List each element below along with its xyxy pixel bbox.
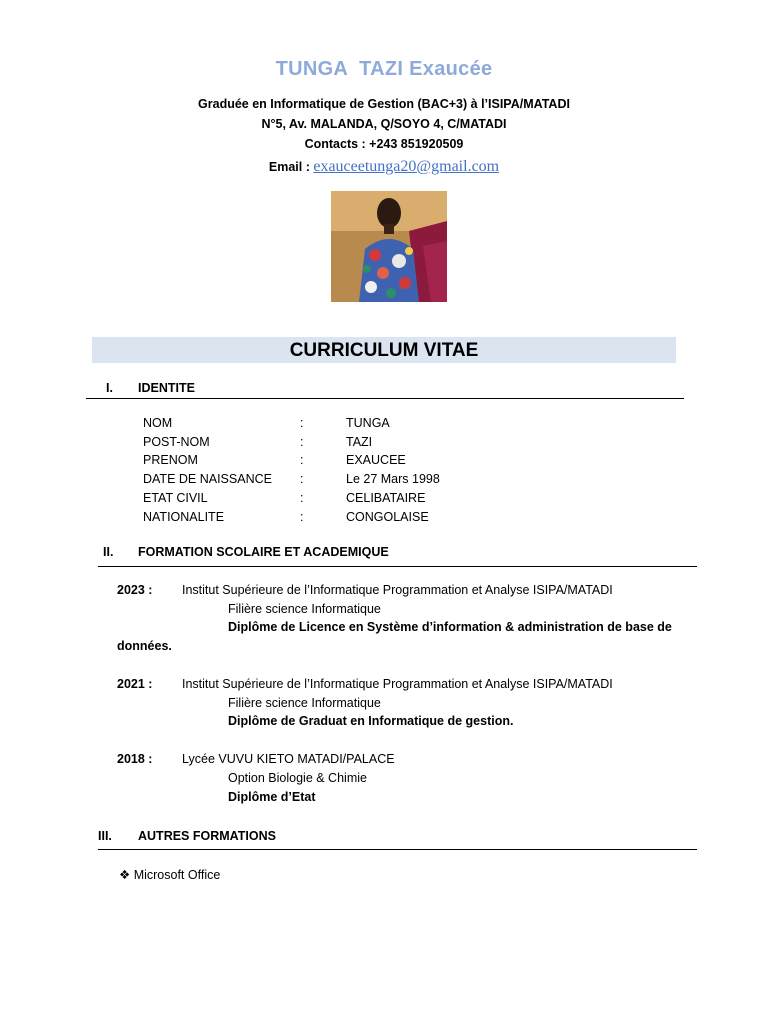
identity-value-birthdate: Le 27 Mars 1998	[346, 472, 440, 486]
education-diploma-continued: données.	[117, 639, 172, 653]
identity-value-nationality: CONGOLAISE	[346, 510, 429, 524]
education-school: Lycée VUVU KIETO MATADI/PALACE	[182, 752, 395, 766]
identity-colon: :	[300, 453, 304, 467]
identity-colon: :	[300, 435, 304, 449]
identity-label-post-nom: POST-NOM	[143, 435, 210, 449]
education-diploma: Diplôme d’Etat	[228, 790, 316, 804]
education-school: Institut Supérieure de l’Informatique Programmation et Analyse ISIPA/MATADI	[182, 677, 613, 691]
education-school: Institut Supérieure de l’Informatique Programmation et Analyse ISIPA/MATADI	[182, 583, 613, 597]
identity-value-nom: TUNGA	[346, 416, 390, 430]
identity-label-prenom: PRENOM	[143, 453, 198, 467]
email-link[interactable]: exauceetunga20@gmail.com	[313, 158, 500, 175]
section-number-identite: I.	[106, 381, 113, 395]
other-training-item	[119, 867, 220, 882]
document-title: CURRICULUM VITAE	[289, 340, 479, 361]
section-title-identite: IDENTITE	[138, 381, 195, 395]
diamond-bullet-icon: ❖	[119, 868, 131, 882]
profile-photo	[331, 191, 447, 302]
email-label: Email :	[268, 160, 314, 174]
section-divider	[98, 849, 697, 850]
education-year: 2021 :	[117, 677, 153, 691]
identity-value-post-nom: TAZI	[346, 435, 373, 449]
education-field: Filière science Informatique	[228, 696, 381, 710]
candidate-name: TUNGA TAZI Exaucée	[275, 58, 493, 80]
identity-value-prenom: EXAUCEE	[346, 453, 406, 467]
degree-line: Graduée en Informatique de Gestion (BAC+3) à l’ISIPA/MATADI	[198, 97, 570, 111]
address-line: N°5, Av. MALANDA, Q/SOYO 4, C/MATADI	[261, 117, 507, 131]
section-number-autres: III.	[98, 829, 112, 843]
identity-label-nom: NOM	[143, 416, 173, 430]
identity-colon: :	[300, 472, 304, 486]
portrait-image	[331, 191, 447, 302]
section-divider	[86, 398, 684, 399]
identity-label-nationality: NATIONALITE	[143, 510, 225, 524]
identity-label-birthdate: DATE DE NAISSANCE	[143, 472, 272, 486]
education-field: Option Biologie & Chimie	[228, 771, 367, 785]
section-title-formation: FORMATION SCOLAIRE ET ACADEMIQUE	[138, 545, 389, 559]
contacts-line: Contacts : +243 851920509	[304, 137, 464, 151]
identity-label-civil-status: ETAT CIVIL	[143, 491, 208, 505]
education-field: Filière science Informatique	[228, 602, 381, 616]
section-title-autres: AUTRES FORMATIONS	[138, 829, 276, 843]
email-row	[0, 158, 768, 176]
education-year: 2023 :	[117, 583, 153, 597]
education-diploma: Diplôme de Licence en Système d’information & administration de base de	[228, 620, 672, 634]
education-year: 2018 :	[117, 752, 153, 766]
section-number-formation: II.	[103, 545, 114, 559]
identity-colon: :	[300, 510, 304, 524]
identity-colon: :	[300, 416, 304, 430]
education-diploma: Diplôme de Graduat en Informatique de gestion.	[228, 714, 514, 728]
section-divider	[98, 566, 697, 567]
other-training-label: Microsoft Office	[133, 868, 221, 882]
identity-colon: :	[300, 491, 304, 505]
identity-value-civil-status: CELIBATAIRE	[346, 491, 426, 505]
